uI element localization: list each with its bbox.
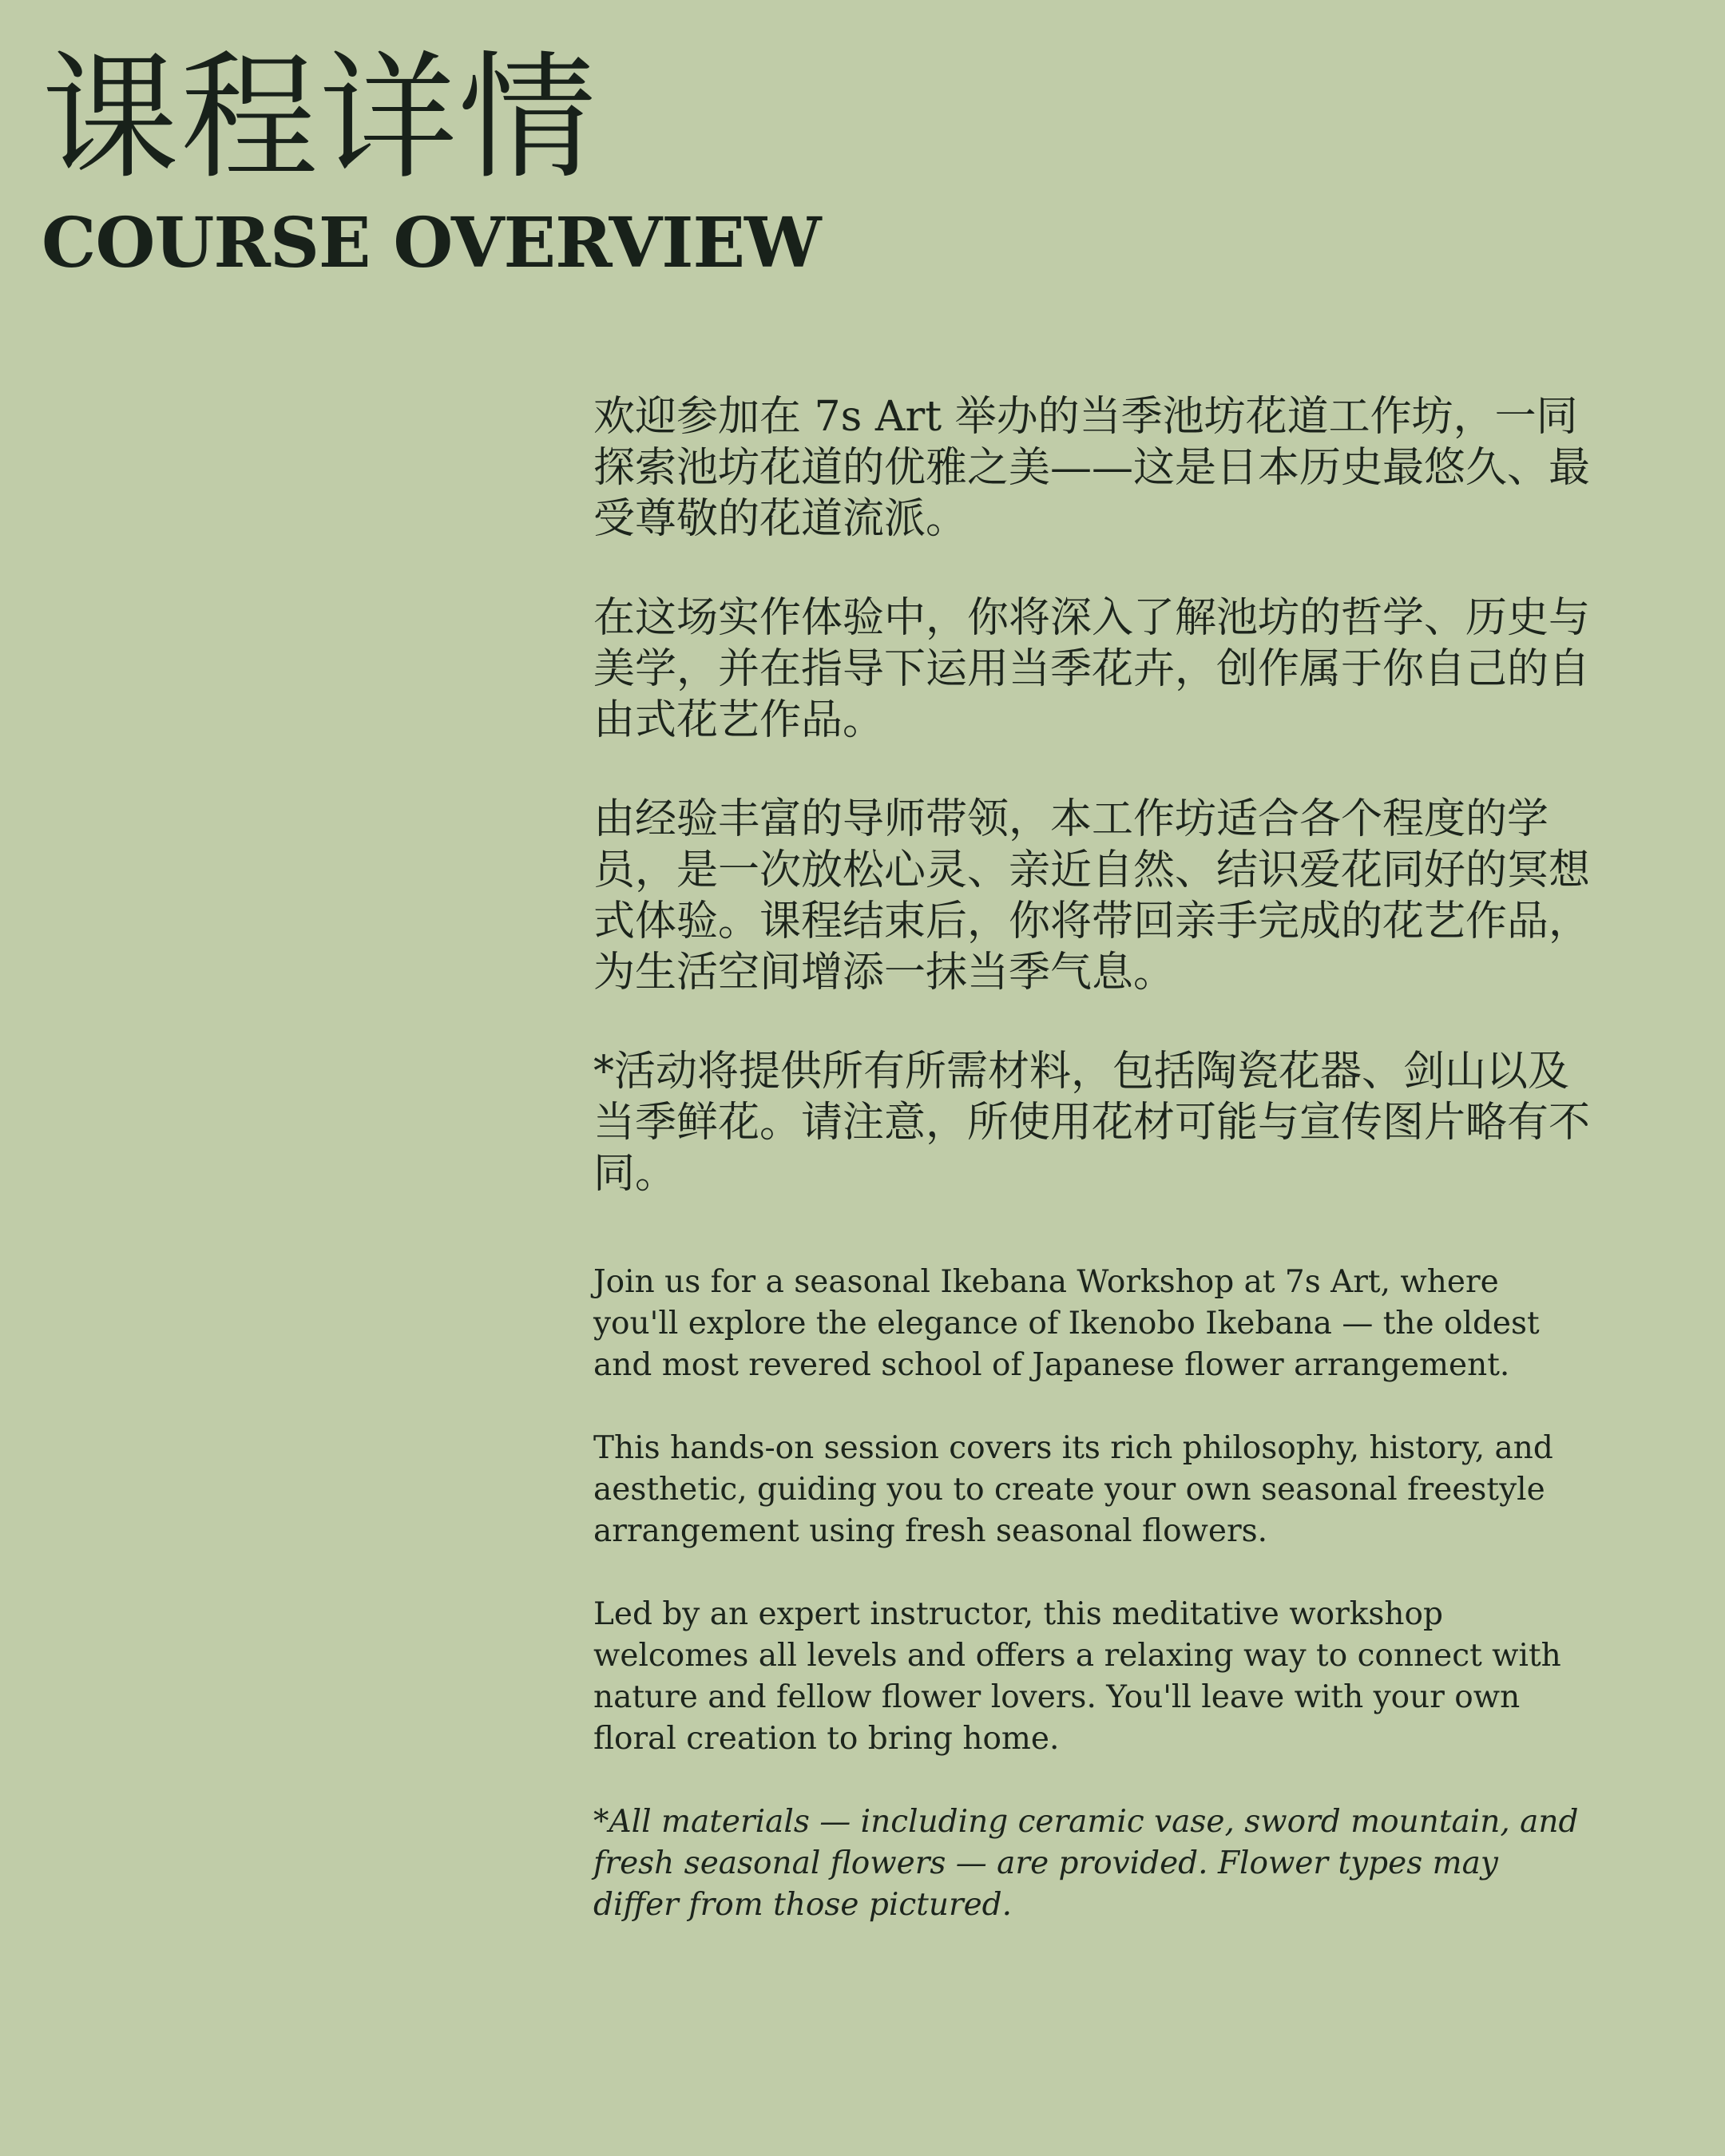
course-description [593,391,1592,1926]
materials-note-en: *All materials — including ceramic vase, sword mountain, and fresh seasonal flowers — are provided. Flower types may differ from those pictured. [593,1804,1579,1923]
intro-paragraph-zh: 欢迎参加在 7s Art 举办的当季池坊花道工作坊，一同探索池坊花道的优雅之美——这是日本历史最悠久、最受尊敬的花道流派。 [593,393,1591,543]
session-paragraph-en: This hands-on session covers its rich philosophy, history, and aesthetic, guiding you to create your own seasonal freestyle arrangement using fresh seasonal flowers. [593,1430,1553,1549]
instructor-paragraph-zh: 由经验丰富的导师带领，本工作坊适合各个程度的学员，是一次放松心灵、亲近自然、结识爱花同好的冥想式体验。课程结束后，你将带回亲手完成的花艺作品，为生活空间增添一抹当季气息。 [593,795,1591,997]
intro-paragraph-en: Join us for a seasonal Ikebana Workshop at 7s Art, where you'll explore the elegance of Ikenobo Ikebana — the oldest and most revered school of Japanese flower arrangement. [593,1264,1540,1383]
materials-note-zh: *活动将提供所有所需材料，包括陶瓷花器、剑山以及当季鲜花。请注意，所使用花材可能与宣传图片略有不同。 [593,1048,1591,1198]
page-title-english: COURSE OVERVIEW [42,203,821,283]
instructor-paragraph-en: Led by an expert instructor, this meditative workshop welcomes all levels and offers a relaxing way to connect with nature and fellow flower lovers. You'll leave with your own floral creation to bring home. [593,1596,1561,1757]
session-paragraph-zh: 在这场实作体验中，你将深入了解池坊的哲学、历史与美学，并在指导下运用当季花卉，创作属于你自己的自由式花艺作品。 [593,594,1591,744]
page-title-chinese: 课程详情 [42,38,597,198]
